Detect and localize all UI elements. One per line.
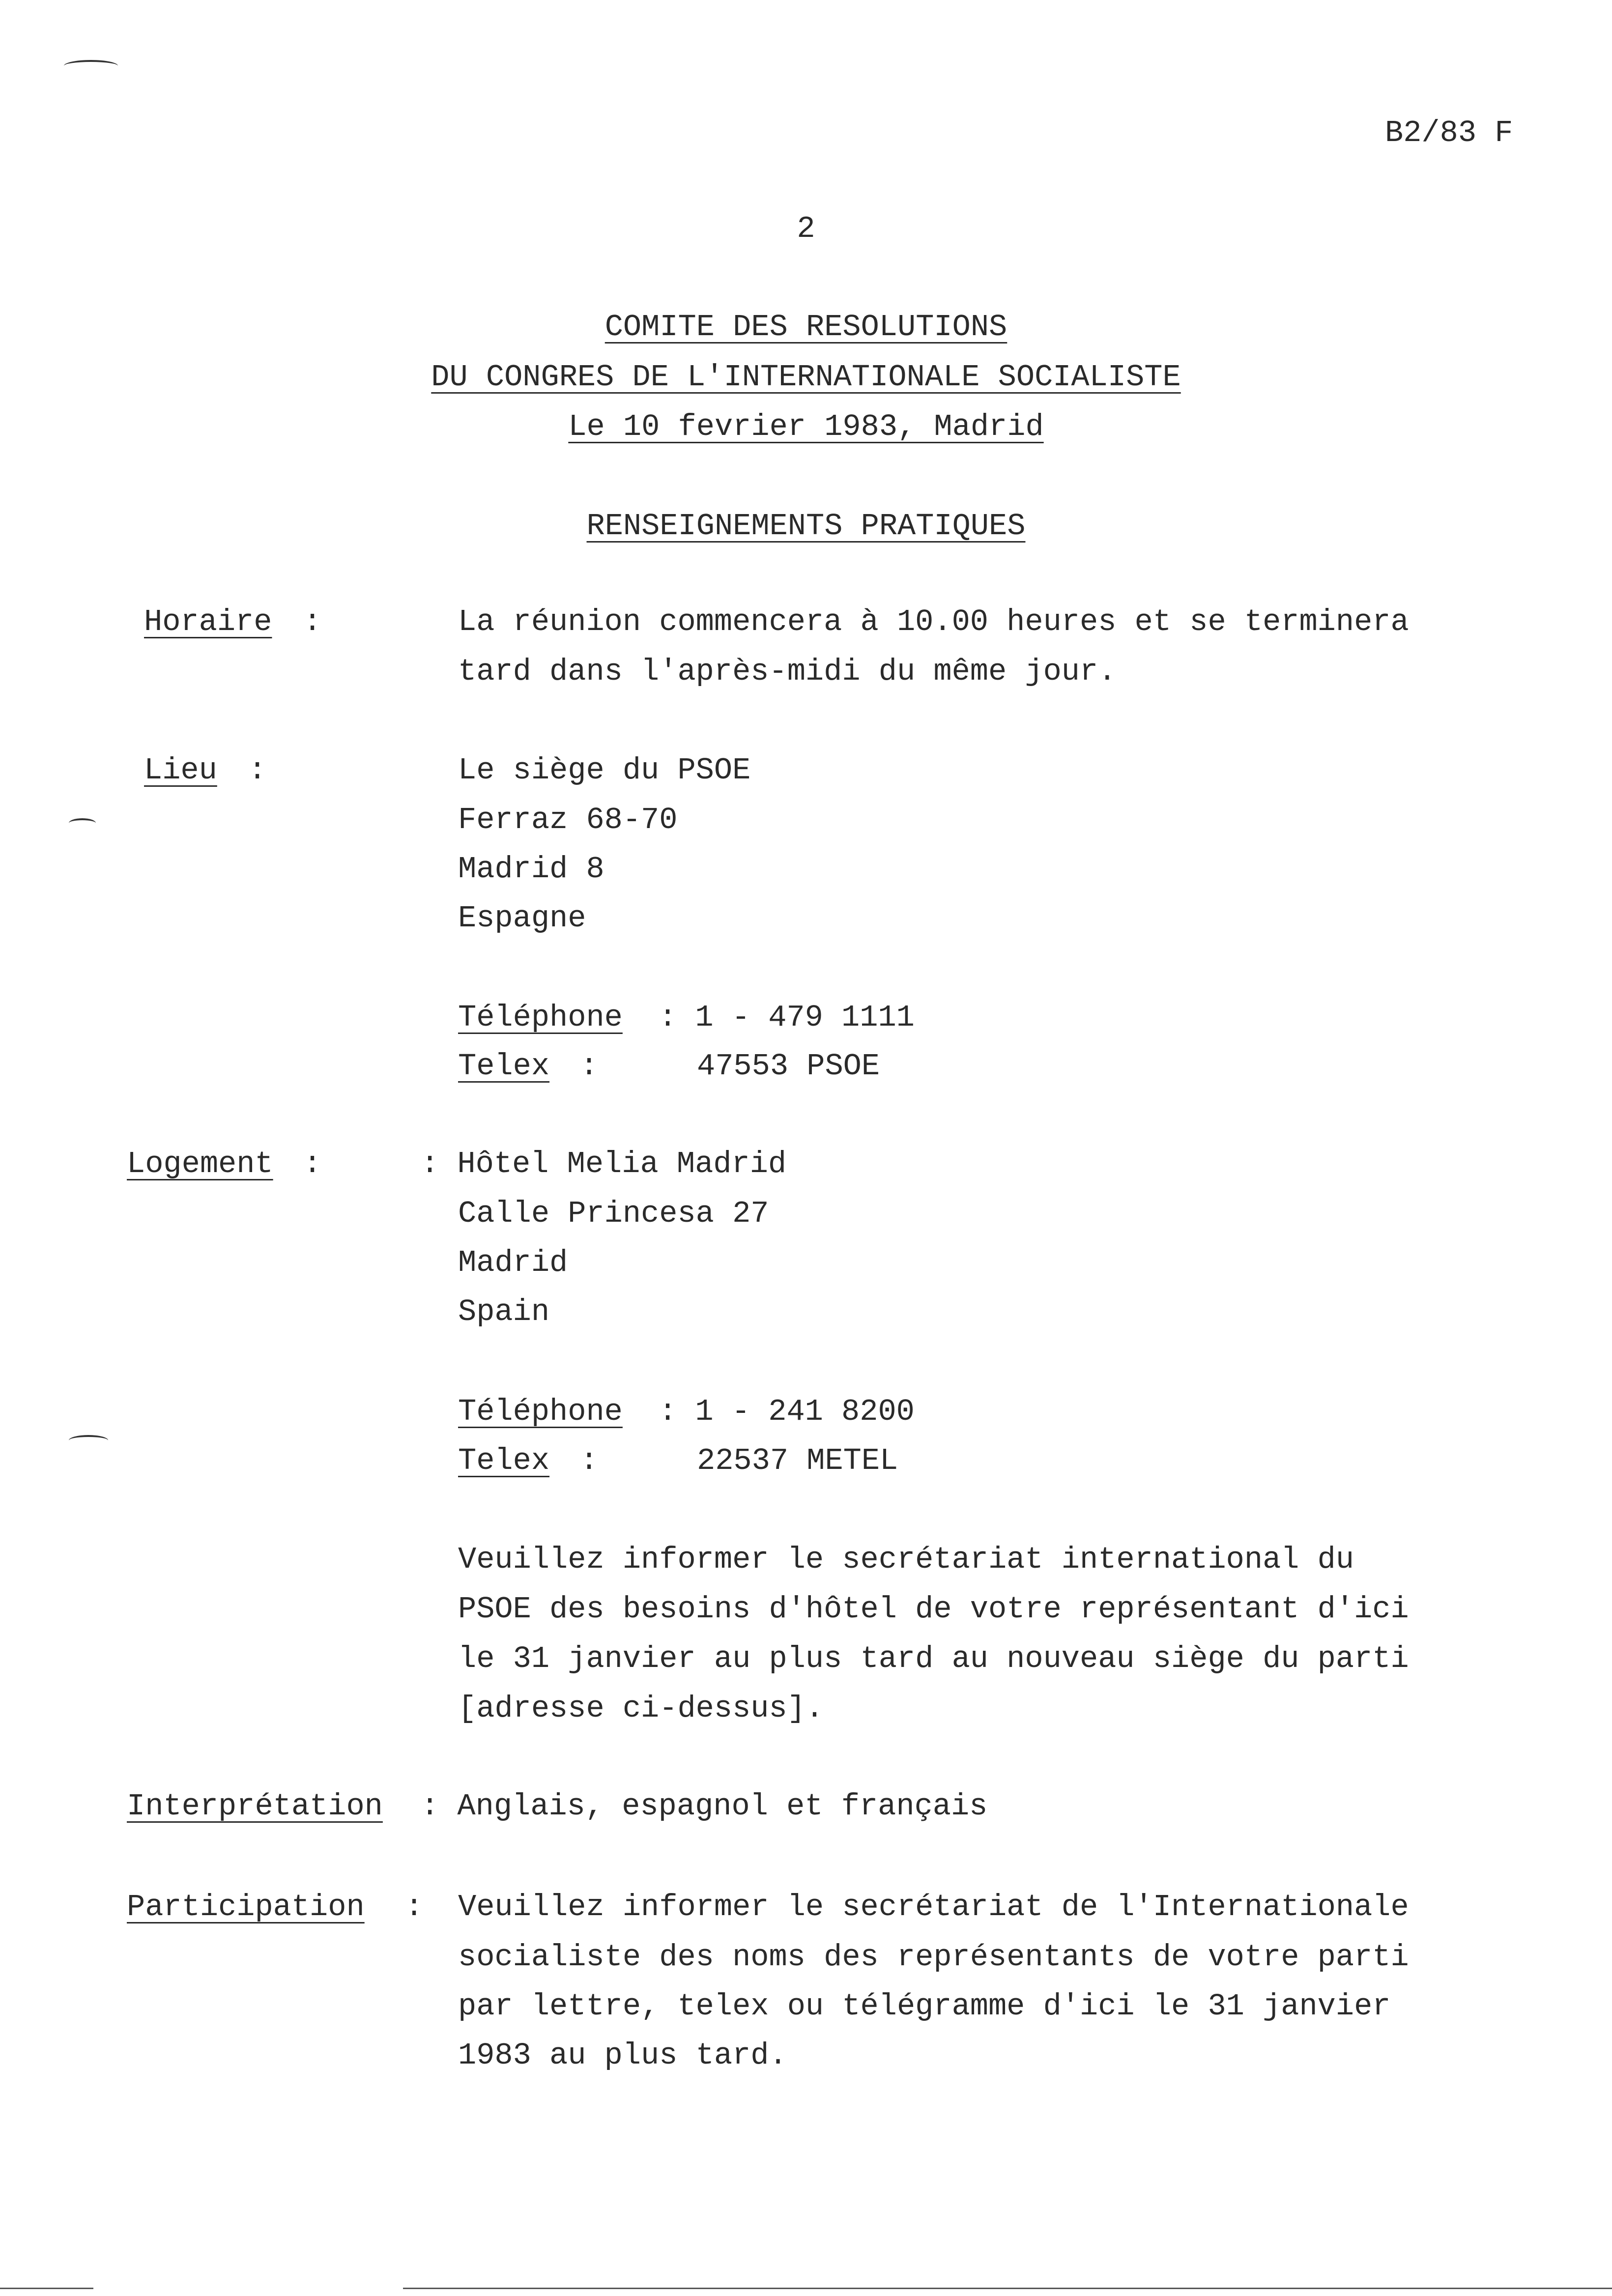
logement-note-line-4: [adresse ci-dessus]. xyxy=(458,1691,824,1726)
page-number: 2 xyxy=(797,211,815,246)
lieu-telex-value: 47553 PSOE xyxy=(697,1049,880,1084)
lieu-telex-colon: : xyxy=(580,1049,599,1084)
bottom-edge-line xyxy=(403,2288,1612,2289)
logement-telephone-label: Téléphone xyxy=(458,1394,623,1429)
bottom-edge-line-left xyxy=(0,2288,93,2289)
lieu-label: Lieu xyxy=(144,753,217,788)
title-line-2: DU CONGRES DE L'INTERNATIONALE SOCIALISTE xyxy=(431,360,1181,395)
document-reference: B2/83 F xyxy=(1385,115,1513,150)
logement-telex-colon: : xyxy=(580,1443,599,1478)
participation-label: Participation xyxy=(127,1890,365,1924)
logement-telex-label: Telex xyxy=(458,1443,550,1478)
lieu-colon: : xyxy=(248,753,267,788)
horaire-label: Horaire xyxy=(144,604,272,639)
lieu-line-3: Madrid 8 xyxy=(458,852,604,887)
scan-mark-margin-1 xyxy=(69,818,96,828)
scan-mark-margin-2 xyxy=(69,1435,108,1446)
title-line-1: COMITE DES RESOLUTIONS xyxy=(604,310,1008,344)
logement-line-3: Madrid xyxy=(458,1245,568,1280)
logement-note-line-3: le 31 janvier au plus tard au nouveau siège du parti xyxy=(458,1641,1409,1676)
logement-note-line-1: Veuillez informer le secrétariat international du xyxy=(458,1542,1354,1577)
logement-line-2: Calle Princesa 27 xyxy=(458,1196,769,1231)
horaire-line-1: La réunion commencera à 10.00 heures et se terminera xyxy=(458,604,1409,639)
logement-label: Logement xyxy=(127,1147,273,1181)
participation-line-3: par lettre, telex ou télégramme d'ici le 31 janvier xyxy=(458,1989,1391,2024)
lieu-line-4: Espagne xyxy=(458,901,586,936)
interpretation-value: : Anglais, espagnol et français xyxy=(421,1789,988,1824)
logement-line-1: : Hôtel Melia Madrid xyxy=(421,1147,787,1181)
lieu-line-2: Ferraz 68-70 xyxy=(458,803,678,837)
logement-line-4: Spain xyxy=(458,1294,550,1329)
interpretation-label: Interprétation xyxy=(127,1789,383,1824)
lieu-line-1: Le siège du PSOE xyxy=(458,753,751,788)
title-line-3: Le 10 fevrier 1983, Madrid xyxy=(568,409,1044,444)
participation-line-1: Veuillez informer le secrétariat de l'Internationale xyxy=(458,1890,1409,1924)
participation-colon: : xyxy=(405,1890,424,1924)
logement-note-line-2: PSOE des besoins d'hôtel de votre représentant d'ici xyxy=(458,1592,1409,1627)
logement-telephone-value: : 1 - 241 8200 xyxy=(659,1394,915,1429)
logement-telex-value: 22537 METEL xyxy=(697,1443,898,1478)
participation-line-2: socialiste des noms des représentants de votre parti xyxy=(458,1940,1409,1975)
participation-line-4: 1983 au plus tard. xyxy=(458,2038,787,2073)
horaire-line-2: tard dans l'après-midi du même jour. xyxy=(458,654,1117,689)
horaire-colon: : xyxy=(303,604,322,639)
lieu-telephone-value: : 1 - 479 1111 xyxy=(659,1000,915,1035)
lieu-telephone-label: Téléphone xyxy=(458,1000,623,1035)
logement-colon: : xyxy=(303,1147,322,1181)
subtitle: RENSEIGNEMENTS PRATIQUES xyxy=(586,509,1026,544)
lieu-telex-label: Telex xyxy=(458,1049,550,1084)
scan-mark-top-left xyxy=(64,60,118,72)
